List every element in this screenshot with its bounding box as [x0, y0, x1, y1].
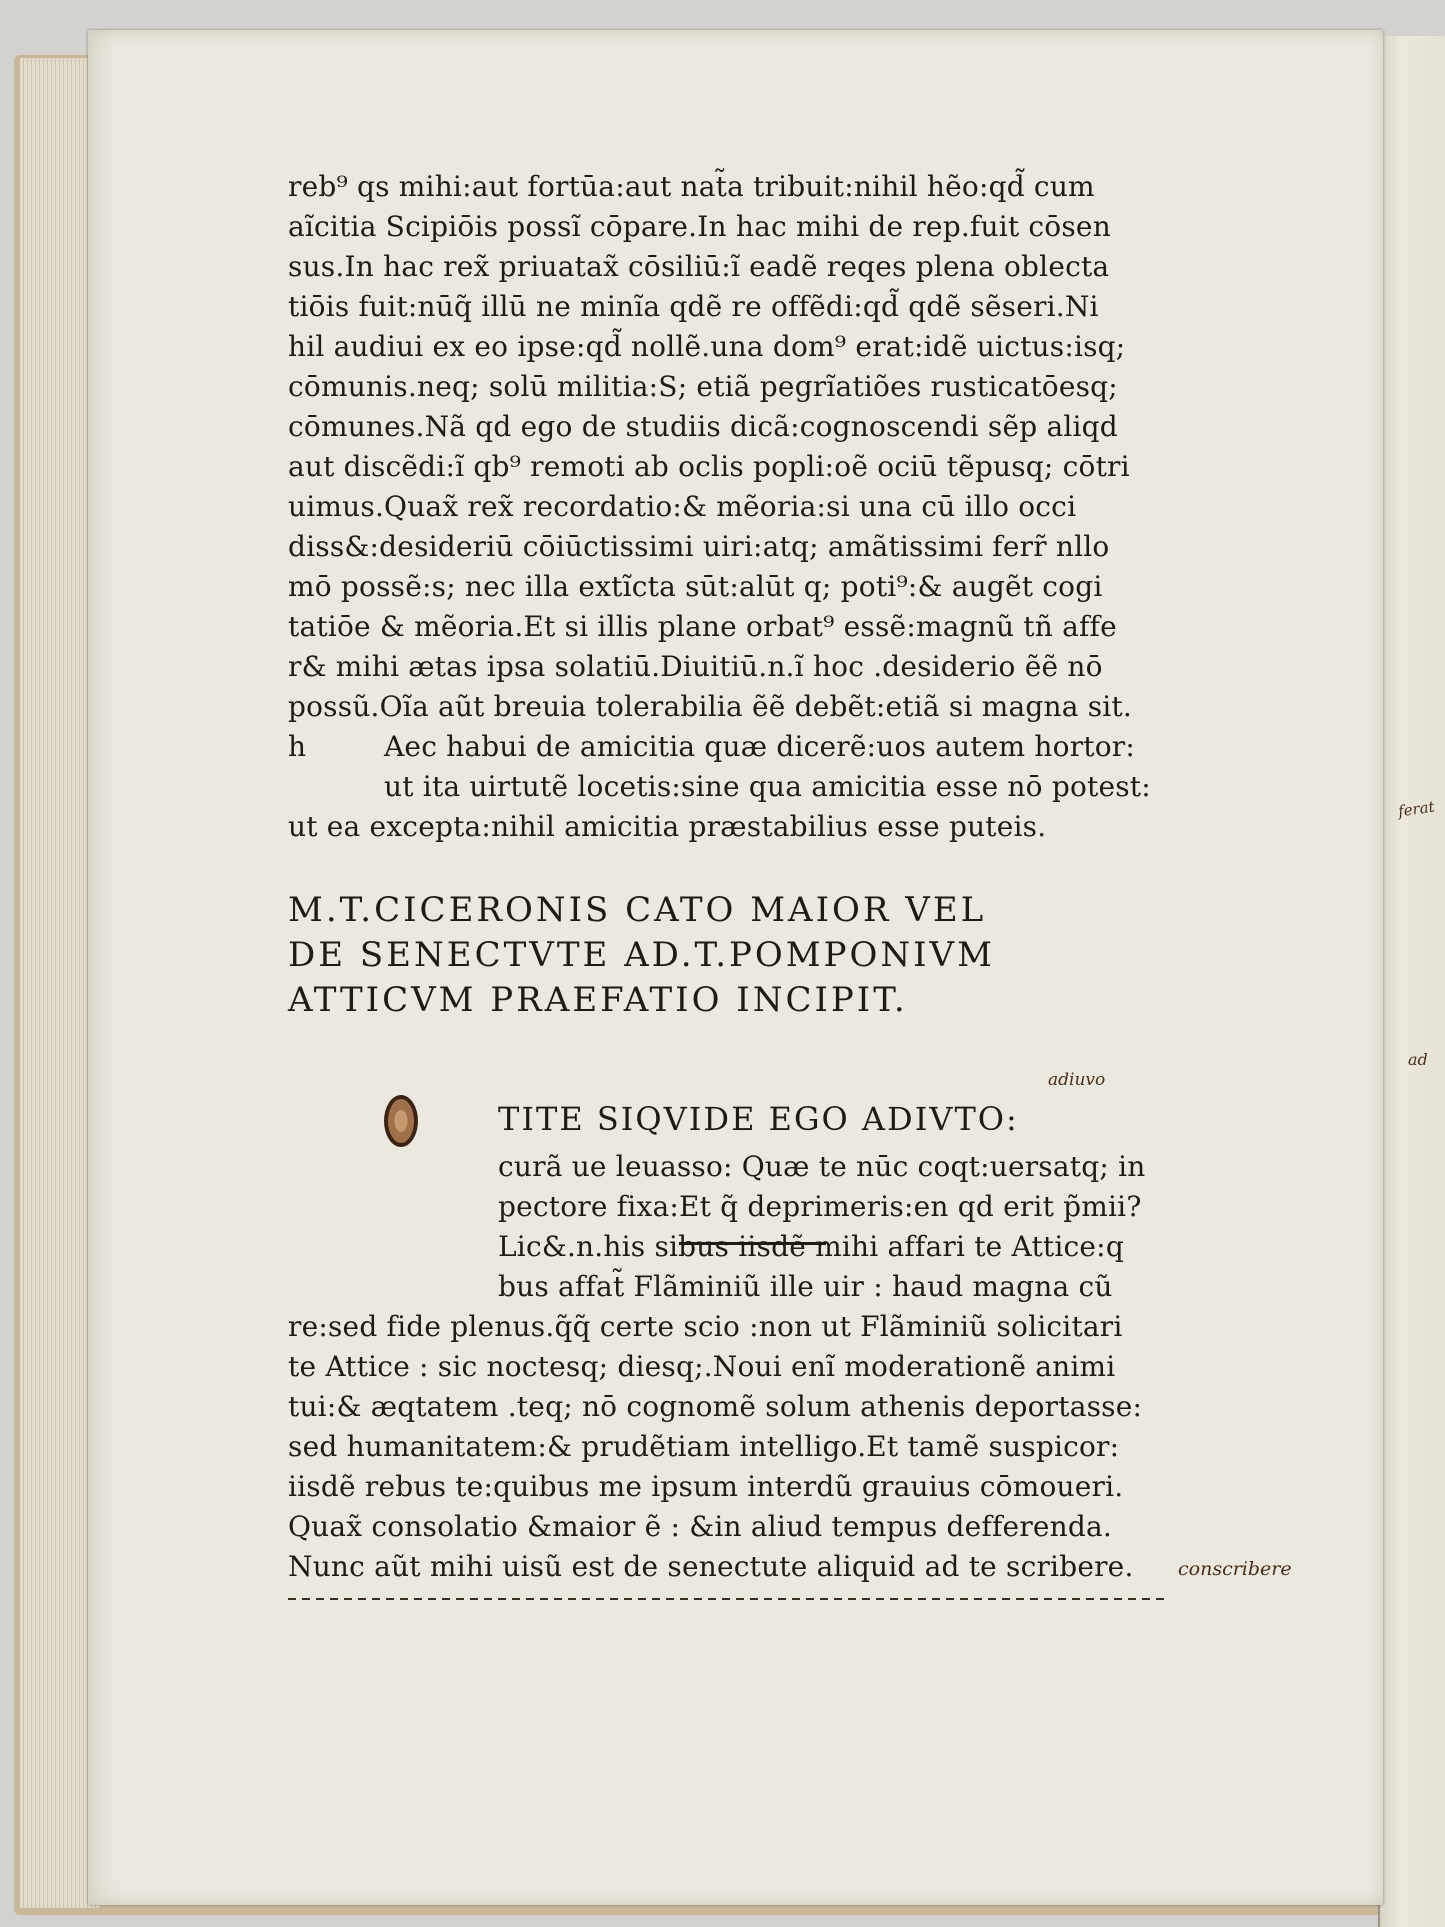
body-line-4: tiōis fuit:nūq̃ illū ne minĩa qdẽ re offẽdi:qd̃ qdẽ sẽseri.Ni — [288, 290, 1099, 323]
preface-line-5: iisdẽ rebus te:quibus me ipsum interdũ grauius cōmoueri. — [288, 1470, 1124, 1503]
underline-mark — [288, 1598, 1168, 1600]
body-line-3: sus.In hac rex̃ priuatax̃ cōsiliū:ĩ eadẽ reqes plena oblecta — [288, 250, 1110, 283]
closing-line-2: ut ita uirtutẽ locetis:sine qua amicitia esse nō potest: — [384, 770, 1151, 803]
preface-line-1: re:sed fide plenus.q̃q̃ certe scio :non ut Flãminiũ solicitari — [288, 1310, 1123, 1343]
body-line-11: mō possẽ:s; nec illa extĩcta sūt:alūt q; poti⁹:& augẽt cogi — [288, 570, 1103, 603]
preface-indented-line-1: curã ue leuasso: Quæ te nūc coqt:uersatq; in — [498, 1150, 1146, 1183]
facing-page — [1378, 36, 1445, 1927]
body-line-2: aĩcitia Scipiōis possĩ cōpare.In hac mihi de rep.fuit cōsen — [288, 210, 1111, 243]
guide-letter: h — [288, 730, 307, 763]
body-line-9: uimus.Quax̃ rex̃ recordatio:& mẽoria:si una cū illo occi — [288, 490, 1077, 523]
body-line-13: r& mihi ætas ipsa solatiū.Diuitiū.n.ĩ hoc .desiderio ẽẽ nō — [288, 650, 1103, 683]
decorated-initial-o — [384, 1095, 418, 1147]
body-line-12: tatiōe & mẽoria.Et si illis plane orbat⁹ essẽ:magnũ tñ affe — [288, 610, 1117, 643]
closing-line-1: Aec habui de amicitia quæ dicerẽ:uos autem hortor: — [384, 730, 1136, 763]
preface-line-6: Quax̃ consolatio &maior ẽ : &in aliud tempus defferenda. — [288, 1510, 1113, 1543]
margin-note-ad: ad — [1408, 1050, 1428, 1069]
text-block — [88, 30, 1383, 1905]
body-line-10: diss&:desideriū cōiūctissimi uiri:atq; amãtissimi ferr̃ nllo — [288, 530, 1110, 563]
body-line-14: possũ.Oĩa aũt breuia tolerabilia ẽẽ debẽt:etiã si magna sit. — [288, 690, 1132, 723]
margin-note-ferat: ferat — [1396, 797, 1436, 821]
preface-indented-line-4: bus affat̃ Flãminiũ ille uir : haud magna cũ — [498, 1270, 1113, 1303]
preface-line-7: Nunc aũt mihi uisũ est de senectute aliquid ad te scribere. — [288, 1550, 1134, 1583]
margin-note-conscribere: conscribere — [1178, 1558, 1292, 1580]
preface-indented-line-2: pectore fixa:Et q̃ deprimeris:en qd erit p̃mii? — [498, 1190, 1142, 1223]
preface-line-3: tui:& æqtatem .teq; nō cognomẽ solum athenis deportasse: — [288, 1390, 1143, 1423]
preface-first-line: TITE SIQVIDE EGO ADIVTO: — [498, 1100, 1019, 1138]
body-line-6: cōmunis.neq; solū militia:S; etiã pegrĩatiões rusticatōesq; — [288, 370, 1118, 403]
body-line-8: aut discẽdi:ĩ qb⁹ remoti ab oclis popli:oẽ ociū tẽpusq; cōtri — [288, 450, 1130, 483]
heading-line-3: ATTICVM PRAEFATIO INCIPIT. — [288, 980, 908, 1020]
book-page — [88, 30, 1383, 1905]
body-line-7: cōmunes.Nã qd ego de studiis dicã:cognoscendi sẽp aliqd — [288, 410, 1118, 443]
heading-line-2: DE SENECTVTE AD.T.POMPONIVM — [288, 935, 995, 975]
heading-line-1: M.T.CICERONIS CATO MAIOR VEL — [288, 890, 987, 930]
interlinear-note: adiuvo — [1048, 1070, 1106, 1090]
preface-indented-line-3: Lic&.n.his sibus iisdẽ mihi affari te Attice:q — [498, 1230, 1124, 1263]
preface-line-4: sed humanitatem:& prudẽtiam intelligo.Et tamẽ suspicor: — [288, 1430, 1120, 1463]
body-line-5: hil audiui ex eo ipse:qd̃ nollẽ.una dom⁹ erat:idẽ uictus:isq; — [288, 330, 1126, 363]
closing-line-3: ut ea excepta:nihil amicitia præstabilius esse puteis. — [288, 810, 1047, 843]
preface-line-2: te Attice : sic noctesq; diesq;.Noui enĩ moderationẽ animi — [288, 1350, 1116, 1383]
body-line-1: reb⁹ qs mihi:aut fortūa:aut nat̃a tribuit:nihil hẽo:qd̃ cum — [288, 170, 1095, 203]
